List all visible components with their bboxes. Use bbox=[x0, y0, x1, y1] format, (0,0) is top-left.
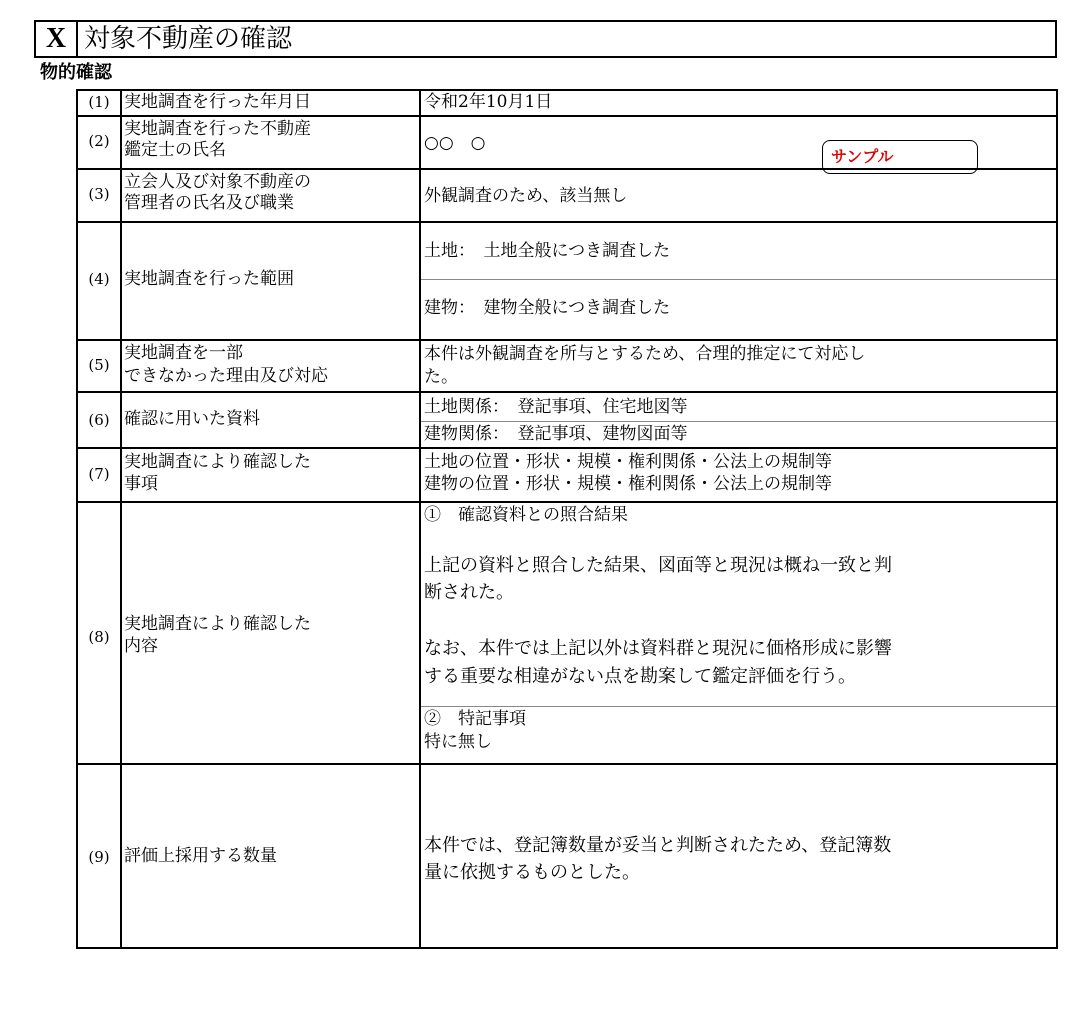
row-value: 上記の資料と照合した結果、図面等と現況は概ね一致と判 bbox=[424, 555, 892, 576]
row-divider bbox=[78, 501, 1056, 503]
row-value: ② 特記事項 bbox=[424, 709, 526, 729]
row-label: 管理者の氏名及び職業 bbox=[124, 193, 294, 213]
section-number: X bbox=[36, 22, 78, 56]
column-divider bbox=[419, 91, 421, 947]
row-number: (9) bbox=[88, 848, 110, 866]
sample-stamp: サンプル bbox=[822, 140, 978, 174]
row-value: 土地： 土地全般につき調査した bbox=[424, 241, 671, 261]
row-divider bbox=[78, 447, 1056, 449]
row-number: (8) bbox=[88, 628, 110, 646]
row-number: (4) bbox=[88, 270, 110, 288]
row-label: 内容 bbox=[124, 636, 158, 656]
sub-row-divider bbox=[421, 706, 1056, 707]
confirmation-table bbox=[76, 89, 1058, 949]
row-label: 鑑定士の氏名 bbox=[124, 140, 226, 160]
row-value: 建物の位置・形状・規模・権利関係・公法上の規制等 bbox=[424, 474, 832, 494]
row-value: ○○ ○ bbox=[424, 133, 486, 153]
row-value: 土地の位置・形状・規模・権利関係・公法上の規制等 bbox=[424, 452, 832, 472]
sub-row-divider bbox=[421, 279, 1056, 280]
row-label: 事項 bbox=[124, 474, 158, 494]
row-value: する重要な相違がない点を勘案して鑑定評価を行う。 bbox=[424, 666, 856, 687]
row-label: 実地調査により確認した bbox=[124, 452, 311, 472]
row-label: 実地調査を行った不動産 bbox=[124, 119, 311, 139]
section-header bbox=[34, 20, 1057, 58]
row-value: た。 bbox=[424, 367, 458, 387]
row-value: 建物関係： 登記事項、建物図面等 bbox=[424, 424, 688, 444]
row-value: 建物： 建物全般につき調査した bbox=[424, 298, 671, 318]
row-label: 実地調査を一部 bbox=[124, 343, 243, 363]
row-value: ① 確認資料との照合結果 bbox=[424, 505, 628, 525]
row-number: (3) bbox=[88, 185, 110, 203]
row-label: 実地調査を行った範囲 bbox=[124, 269, 294, 289]
row-label: 実地調査により確認した bbox=[124, 614, 311, 634]
row-label: 確認に用いた資料 bbox=[124, 409, 260, 429]
row-divider bbox=[78, 221, 1056, 223]
sub-row-divider bbox=[421, 421, 1056, 422]
row-value: 本件では、登記簿数量が妥当と判断されたため、登記簿数 bbox=[424, 835, 892, 856]
row-value: 令和2年10月1日 bbox=[424, 92, 553, 112]
row-divider bbox=[78, 763, 1056, 765]
row-value: 土地関係： 登記事項、住宅地図等 bbox=[424, 397, 688, 417]
row-number: (6) bbox=[88, 411, 110, 429]
row-value: 特に無し bbox=[424, 732, 492, 752]
row-number: (5) bbox=[88, 356, 110, 374]
row-value: 量に依拠するものとした。 bbox=[424, 862, 640, 883]
row-divider bbox=[78, 115, 1056, 117]
row-value: 外観調査のため、該当無し bbox=[424, 186, 628, 206]
row-divider bbox=[78, 339, 1056, 341]
section-title: 対象不動産の確認 bbox=[84, 24, 293, 54]
row-value: なお、本件では上記以外は資料群と現況に価格形成に影響 bbox=[424, 638, 892, 659]
row-value: 本件は外観調査を所与とするため、合理的推定にて対応し bbox=[424, 344, 866, 364]
row-number: (2) bbox=[88, 132, 110, 150]
row-label: 立会人及び対象不動産の bbox=[124, 172, 311, 192]
row-label: 評価上採用する数量 bbox=[124, 846, 277, 866]
row-value: 断された。 bbox=[424, 582, 514, 603]
row-label: 実地調査を行った年月日 bbox=[124, 92, 311, 112]
column-divider bbox=[120, 91, 122, 947]
subheading: 物的確認 bbox=[40, 62, 112, 83]
row-divider bbox=[78, 391, 1056, 393]
row-number: (7) bbox=[88, 465, 110, 483]
row-number: (1) bbox=[88, 93, 110, 111]
row-label: できなかった理由及び対応 bbox=[124, 366, 328, 386]
